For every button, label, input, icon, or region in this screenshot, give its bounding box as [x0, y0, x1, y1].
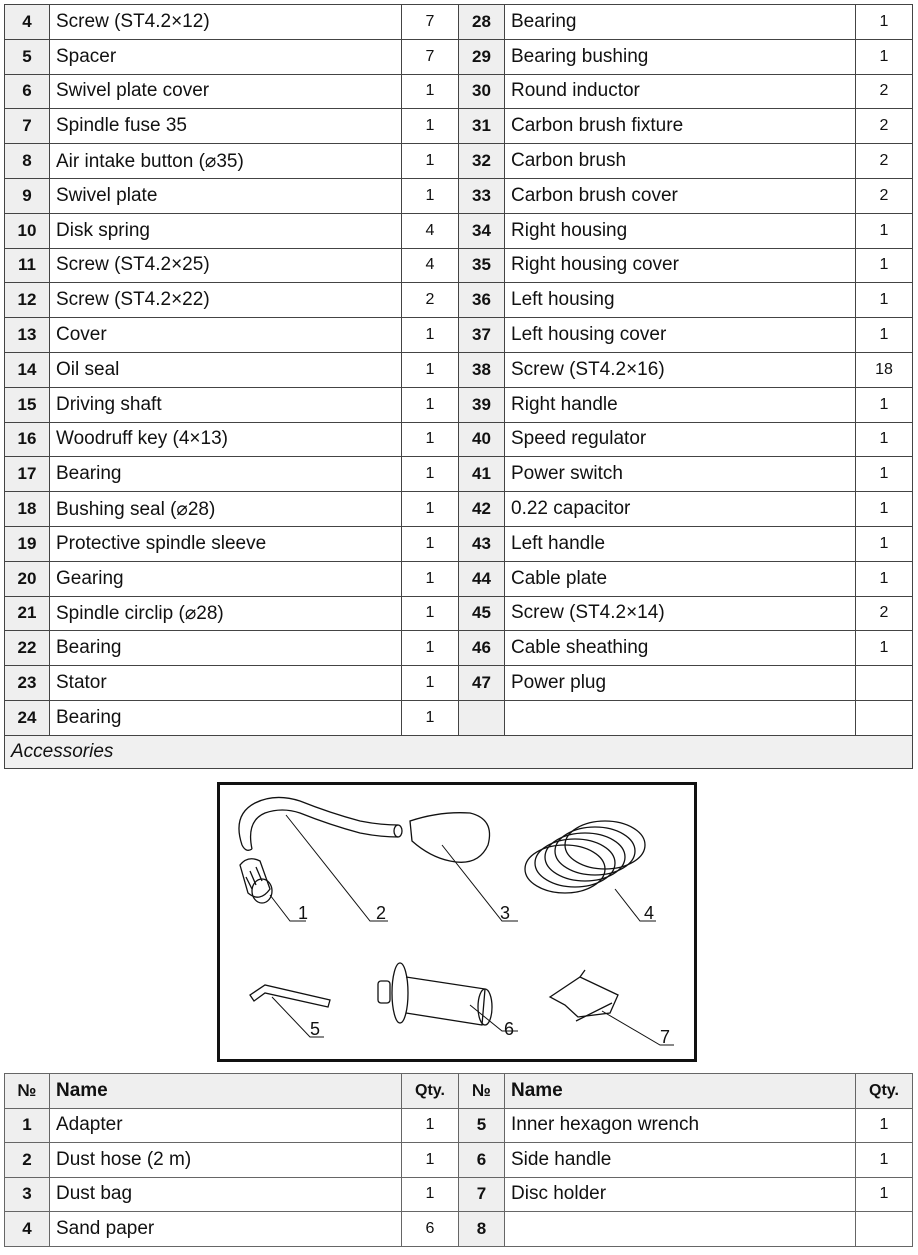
- item-number: 21: [5, 596, 50, 631]
- item-name: Screw (ST4.2×12): [50, 5, 402, 40]
- item-quantity: [856, 666, 913, 701]
- item-quantity: 1: [856, 1108, 913, 1143]
- item-number: 14: [5, 352, 50, 387]
- item-name: Carbon brush: [505, 144, 856, 179]
- accessories-section-label: Accessories: [5, 735, 913, 768]
- callout-3: 3: [500, 903, 511, 923]
- item-number: 46: [459, 631, 505, 666]
- table-row: [5, 457, 913, 492]
- table-row: [5, 700, 913, 735]
- item-quantity: 1: [402, 631, 459, 666]
- item-number: 37: [459, 318, 505, 353]
- item-quantity: [856, 700, 913, 735]
- accessories-table: [4, 1073, 913, 1247]
- item-quantity: 1: [856, 422, 913, 457]
- table-row: [5, 5, 913, 40]
- item-number: 6: [459, 1143, 505, 1178]
- item-quantity: 1: [856, 1177, 913, 1212]
- item-number: 13: [5, 318, 50, 353]
- item-name: Stator: [50, 666, 402, 701]
- item-number: 30: [459, 74, 505, 109]
- item-quantity: 6: [402, 1212, 459, 1247]
- item-quantity: 1: [856, 248, 913, 283]
- item-number: 36: [459, 283, 505, 318]
- callout-1: 1: [298, 903, 309, 923]
- item-name: Carbon brush fixture: [505, 109, 856, 144]
- item-quantity: 4: [402, 248, 459, 283]
- item-name: Bearing: [505, 5, 856, 40]
- table-row: [5, 1108, 913, 1143]
- item-quantity: 2: [856, 178, 913, 213]
- callout-5: 5: [310, 1019, 321, 1039]
- item-quantity: 2: [856, 596, 913, 631]
- item-quantity: 1: [402, 492, 459, 527]
- item-number: 32: [459, 144, 505, 179]
- item-number: 40: [459, 422, 505, 457]
- item-name: Protective spindle sleeve: [50, 526, 402, 561]
- item-number: 24: [5, 700, 50, 735]
- side-handle-drawing: [378, 963, 492, 1025]
- table-row: [5, 1212, 913, 1247]
- item-quantity: 4: [402, 213, 459, 248]
- item-quantity: 1: [856, 39, 913, 74]
- table-row: [5, 318, 913, 353]
- item-quantity: 1: [856, 526, 913, 561]
- callout-4: 4: [644, 903, 655, 923]
- table-row: [5, 39, 913, 74]
- table-row: [5, 561, 913, 596]
- item-name: 0.22 capacitor: [505, 492, 856, 527]
- item-quantity: 1: [402, 526, 459, 561]
- item-name: Spindle circlip (⌀28): [50, 596, 402, 631]
- item-name: Speed regulator: [505, 422, 856, 457]
- item-name: [505, 1212, 856, 1247]
- item-name: Left housing cover: [505, 318, 856, 353]
- item-quantity: 1: [402, 352, 459, 387]
- item-number: 8: [5, 144, 50, 179]
- item-number: 6: [5, 74, 50, 109]
- item-quantity: 1: [856, 561, 913, 596]
- item-quantity: 1: [402, 596, 459, 631]
- table-row: [5, 596, 913, 631]
- item-number: 45: [459, 596, 505, 631]
- table-row: [5, 109, 913, 144]
- dust-hose-drawing: [239, 797, 402, 850]
- item-quantity: 1: [856, 5, 913, 40]
- item-quantity: 1: [856, 1143, 913, 1178]
- item-quantity: 1: [402, 318, 459, 353]
- item-number: 17: [5, 457, 50, 492]
- table-row: [5, 178, 913, 213]
- item-name: Cable plate: [505, 561, 856, 596]
- item-number: 31: [459, 109, 505, 144]
- item-number: 39: [459, 387, 505, 422]
- table-row: [5, 352, 913, 387]
- item-name: Swivel plate: [50, 178, 402, 213]
- header-qty: Qty.: [856, 1074, 913, 1109]
- item-quantity: 1: [402, 561, 459, 596]
- item-quantity: 1: [402, 666, 459, 701]
- item-number: 15: [5, 387, 50, 422]
- item-number: 7: [459, 1177, 505, 1212]
- item-name: Bearing: [50, 700, 402, 735]
- item-number: 29: [459, 39, 505, 74]
- item-number: [459, 700, 505, 735]
- item-quantity: 7: [402, 5, 459, 40]
- item-name: Cover: [50, 318, 402, 353]
- item-number: 10: [5, 213, 50, 248]
- item-name: Bearing: [50, 631, 402, 666]
- table-row: [5, 213, 913, 248]
- item-number: 9: [5, 178, 50, 213]
- item-name: Screw (ST4.2×16): [505, 352, 856, 387]
- item-number: 34: [459, 213, 505, 248]
- item-number: 4: [5, 5, 50, 40]
- item-quantity: 1: [402, 74, 459, 109]
- disc-holder-drawing: [550, 970, 618, 1021]
- item-quantity: 1: [856, 457, 913, 492]
- table-row: [5, 492, 913, 527]
- item-name: Disc holder: [505, 1177, 856, 1212]
- accessories-section-row: [5, 735, 913, 768]
- item-name: Right handle: [505, 387, 856, 422]
- item-name: Sand paper: [50, 1212, 402, 1247]
- item-name: Right housing: [505, 213, 856, 248]
- item-name: Bearing bushing: [505, 39, 856, 74]
- item-number: 20: [5, 561, 50, 596]
- item-number: 41: [459, 457, 505, 492]
- item-number: 22: [5, 631, 50, 666]
- accessories-header-row: [5, 1074, 913, 1109]
- item-number: 38: [459, 352, 505, 387]
- table-row: [5, 1143, 913, 1178]
- item-quantity: 1: [402, 178, 459, 213]
- item-quantity: 1: [856, 492, 913, 527]
- item-quantity: 1: [402, 1143, 459, 1178]
- item-number: 23: [5, 666, 50, 701]
- item-name: Air intake button (⌀35): [50, 144, 402, 179]
- sand-paper-drawing: [525, 821, 645, 893]
- item-quantity: 1: [856, 213, 913, 248]
- item-quantity: 1: [402, 1177, 459, 1212]
- callout-2: 2: [376, 903, 387, 923]
- item-number: 5: [5, 39, 50, 74]
- item-name: Woodruff key (4×13): [50, 422, 402, 457]
- item-number: 28: [459, 5, 505, 40]
- item-quantity: 1: [856, 631, 913, 666]
- item-number: 8: [459, 1212, 505, 1247]
- item-name: Spacer: [50, 39, 402, 74]
- adapter-drawing: [240, 859, 272, 903]
- item-quantity: 1: [402, 457, 459, 492]
- item-name: Gearing: [50, 561, 402, 596]
- item-quantity: [856, 1212, 913, 1247]
- item-name: Left handle: [505, 526, 856, 561]
- item-quantity: 1: [402, 387, 459, 422]
- item-quantity: 1: [856, 283, 913, 318]
- table-row: [5, 144, 913, 179]
- item-name: Power plug: [505, 666, 856, 701]
- item-quantity: 2: [856, 144, 913, 179]
- item-name: Carbon brush cover: [505, 178, 856, 213]
- table-row: [5, 526, 913, 561]
- item-number: 35: [459, 248, 505, 283]
- item-name: Screw (ST4.2×14): [505, 596, 856, 631]
- item-number: 7: [5, 109, 50, 144]
- item-quantity: 1: [402, 700, 459, 735]
- table-row: [5, 387, 913, 422]
- item-quantity: 1: [402, 422, 459, 457]
- item-name: Right housing cover: [505, 248, 856, 283]
- item-name: Side handle: [505, 1143, 856, 1178]
- item-quantity: 7: [402, 39, 459, 74]
- item-quantity: 1: [402, 109, 459, 144]
- item-number: 16: [5, 422, 50, 457]
- callout-7: 7: [660, 1027, 671, 1047]
- item-number: 12: [5, 283, 50, 318]
- item-number: 2: [5, 1143, 50, 1178]
- item-quantity: 18: [856, 352, 913, 387]
- table-row: [5, 666, 913, 701]
- item-number: 18: [5, 492, 50, 527]
- header-name: Name: [50, 1074, 402, 1109]
- item-name: Spindle fuse 35: [50, 109, 402, 144]
- item-number: 11: [5, 248, 50, 283]
- callout-6: 6: [504, 1019, 515, 1039]
- item-number: 5: [459, 1108, 505, 1143]
- table-row: [5, 422, 913, 457]
- table-row: [5, 631, 913, 666]
- item-quantity: 2: [856, 74, 913, 109]
- item-name: Adapter: [50, 1108, 402, 1143]
- item-name: Dust bag: [50, 1177, 402, 1212]
- item-name: Bearing: [50, 457, 402, 492]
- item-number: 1: [5, 1108, 50, 1143]
- item-name: Left housing: [505, 283, 856, 318]
- item-name: Power switch: [505, 457, 856, 492]
- table-row: [5, 283, 913, 318]
- item-name: Disk spring: [50, 213, 402, 248]
- table-row: [5, 248, 913, 283]
- item-name: Swivel plate cover: [50, 74, 402, 109]
- item-name: Screw (ST4.2×22): [50, 283, 402, 318]
- item-name: Round inductor: [505, 74, 856, 109]
- hex-wrench-drawing: [250, 985, 330, 1007]
- item-name: [505, 700, 856, 735]
- item-number: 4: [5, 1212, 50, 1247]
- item-name: Cable sheathing: [505, 631, 856, 666]
- item-name: Bushing seal (⌀28): [50, 492, 402, 527]
- item-number: 47: [459, 666, 505, 701]
- item-number: 43: [459, 526, 505, 561]
- header-no: №: [459, 1074, 505, 1109]
- item-name: Oil seal: [50, 352, 402, 387]
- item-quantity: 2: [402, 283, 459, 318]
- header-qty: Qty.: [402, 1074, 459, 1109]
- item-number: 42: [459, 492, 505, 527]
- header-no: №: [5, 1074, 50, 1109]
- item-quantity: 1: [856, 318, 913, 353]
- table-row: [5, 74, 913, 109]
- item-name: Inner hexagon wrench: [505, 1108, 856, 1143]
- item-quantity: 1: [402, 1108, 459, 1143]
- item-quantity: 2: [856, 109, 913, 144]
- header-name: Name: [505, 1074, 856, 1109]
- item-name: Driving shaft: [50, 387, 402, 422]
- item-quantity: 1: [402, 144, 459, 179]
- item-number: 3: [5, 1177, 50, 1212]
- item-number: 19: [5, 526, 50, 561]
- parts-table: [4, 4, 913, 769]
- item-name: Dust hose (2 m): [50, 1143, 402, 1178]
- table-row: [5, 1177, 913, 1212]
- item-name: Screw (ST4.2×25): [50, 248, 402, 283]
- item-quantity: 1: [856, 387, 913, 422]
- accessories-illustration: [217, 782, 697, 1062]
- item-number: 33: [459, 178, 505, 213]
- item-number: 44: [459, 561, 505, 596]
